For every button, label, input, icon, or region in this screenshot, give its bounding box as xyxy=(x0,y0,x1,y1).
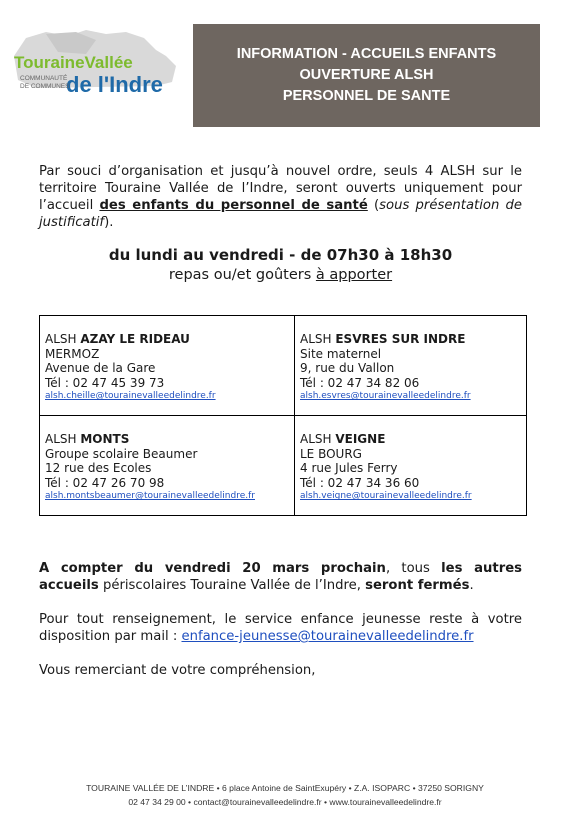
centre-line-1: MERMOZ xyxy=(45,346,100,361)
centre-line-1: LE BOURG xyxy=(300,446,362,461)
intro-italic: sous présentation de justificatif xyxy=(39,198,522,230)
centre-title xyxy=(300,332,522,347)
logo-text-2: de l'Indre xyxy=(66,72,163,97)
centre-email-link[interactable]: alsh.cheille@tourainevalleedelindre.fr xyxy=(45,391,216,402)
intro-paren-close: ). xyxy=(104,215,114,230)
schedule-note-underlined: à apporter xyxy=(315,267,393,283)
centre-phone: Tél : 02 47 34 36 60 xyxy=(300,475,420,490)
schedule-note xyxy=(39,266,522,285)
centre-name: VEIGNE xyxy=(335,432,386,446)
logo-sub-1: COMMUNAUTÉ xyxy=(20,75,68,82)
centre-email-link[interactable]: alsh.esvres@tourainevalleedelindre.fr xyxy=(300,391,471,402)
banner-line-2: OUVERTURE ALSH xyxy=(299,67,434,83)
centre-prefix: ALSH xyxy=(300,432,336,446)
centre-line-2: 9, rue du Vallon xyxy=(300,361,395,376)
centre-title xyxy=(45,432,290,447)
centre-line-1: Groupe scolaire Beaumer xyxy=(45,446,198,461)
centre-phone: Tél : 02 47 45 39 73 xyxy=(45,375,165,390)
logo-graphic xyxy=(6,26,184,118)
centre-line-1: Site maternel xyxy=(300,346,382,361)
centre-name: MONTS xyxy=(80,432,130,446)
centre-cell xyxy=(300,332,522,402)
centre-cell xyxy=(300,432,522,502)
contact-paragraph xyxy=(39,611,522,645)
closing-text-3: . xyxy=(469,578,474,593)
centre-prefix: ALSH xyxy=(45,332,81,346)
centre-cell xyxy=(45,432,290,502)
centres-table xyxy=(39,315,527,516)
intro-paragraph xyxy=(39,163,522,231)
banner-line-1: INFORMATION - ACCUEILS ENFANTS xyxy=(236,46,497,62)
centre-cell xyxy=(45,332,290,402)
closing-paragraph xyxy=(39,560,522,594)
centre-line-2: Avenue de la Gare xyxy=(45,361,156,376)
centre-prefix: ALSH xyxy=(300,332,336,346)
centre-name: ESVRES SUR INDRE xyxy=(335,332,466,346)
logo-text-1: TouraineVallée xyxy=(14,53,133,72)
header-banner xyxy=(193,24,540,127)
contact-email-link[interactable]: enfance-jeunesse@tourainevalleedelindre.fr xyxy=(181,629,474,644)
logo-sub-2: DE COMMUNES xyxy=(20,83,70,90)
closing-text-2: périscolaires Touraine Vallée de l’Indre, xyxy=(98,578,366,593)
centre-line-2: 4 rue Jules Ferry xyxy=(300,461,398,476)
centre-line-2: 12 rue des Ecoles xyxy=(45,461,152,476)
banner-line-3: PERSONNEL DE SANTE xyxy=(282,88,451,104)
closing-text-1: , tous xyxy=(385,561,442,576)
schedule-line: du lundi au vendredi - de 07h30 à 18h30 xyxy=(108,246,453,264)
centre-title xyxy=(45,332,290,347)
intro-emphasis: des enfants du personnel de santé xyxy=(99,198,368,213)
closing-emphasis-2: seront fermés xyxy=(365,578,470,593)
centre-title xyxy=(300,432,522,447)
centre-prefix: ALSH xyxy=(45,432,81,446)
centre-email-link[interactable]: alsh.veigne@tourainevalleedelindre.fr xyxy=(300,491,472,502)
closing-emphasis-1: les autres accueils xyxy=(39,561,523,593)
intro-paren-open: ( xyxy=(367,198,380,213)
centre-phone: Tél : 02 47 34 82 06 xyxy=(300,375,420,390)
intro-text: Par souci d’organisation et jusqu’à nouvel ordre, seuls 4 ALSH sur le territoire Touraine Vallée de l’Indre, seront ouverts uniquement pour l’accueil xyxy=(39,164,522,213)
centre-name: AZAY LE RIDEAU xyxy=(80,332,190,346)
closing-date: A compter du vendredi 20 mars prochain xyxy=(39,561,386,576)
schedule-note-text: repas ou/et goûters xyxy=(168,267,316,283)
thanks-line: Vous remerciant de votre compréhension, xyxy=(39,663,316,678)
centre-phone: Tél : 02 47 26 70 98 xyxy=(45,475,165,490)
logo xyxy=(6,26,184,118)
footer-address: TOURAINE VALLÉE DE L’INDRE • 6 place Antoine de SaintExupéry • Z.A. ISOPARC • 37250 SORIGNY xyxy=(86,783,484,793)
footer-contact: 02 47 34 29 00 • contact@tourainevalleedelindre.fr • www.tourainevalleedelindre.fr xyxy=(128,797,442,807)
contact-text: Pour tout renseignement, le service enfance jeunesse reste à votre disposition par mail : xyxy=(39,612,522,644)
centre-email-link[interactable]: alsh.montsbeaumer@tourainevalleedelindre.fr xyxy=(45,491,255,502)
